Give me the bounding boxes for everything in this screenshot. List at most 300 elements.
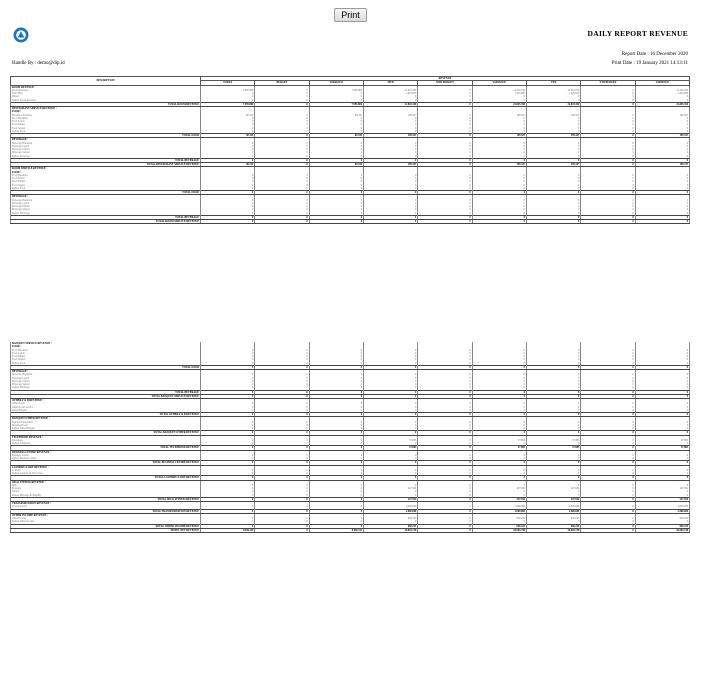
value-cell: 0 xyxy=(581,99,635,103)
value-cell: 0 xyxy=(309,142,363,145)
value-cell: 2.000.000 xyxy=(363,509,417,513)
value-cell: 0 xyxy=(635,413,689,417)
value-cell: 0 xyxy=(526,145,580,148)
row-description: Breakfast Inclusive xyxy=(11,114,201,117)
value-cell: 0 xyxy=(581,184,635,187)
value-cell: 0 xyxy=(472,362,526,366)
value-cell: 0 xyxy=(581,472,635,476)
value-cell: 0 xyxy=(309,352,363,355)
value-cell: 0 xyxy=(581,130,635,134)
value-cell: 0 xyxy=(418,439,472,442)
value-cell: 199.347 xyxy=(526,134,580,138)
row-description: Telephone xyxy=(11,439,201,442)
value-cell: 2.000.000 xyxy=(635,509,689,513)
value-cell: 0 xyxy=(309,380,363,383)
value-cell: 199.347 xyxy=(472,163,526,167)
value-cell: 0 xyxy=(581,215,635,219)
value-cell: 0 xyxy=(255,114,309,117)
value-cell: 0 xyxy=(201,365,255,369)
value-cell: 0 xyxy=(581,394,635,398)
value-cell: 0 xyxy=(472,352,526,355)
value-cell: 0 xyxy=(472,431,526,435)
value-cell: 0 xyxy=(363,373,417,376)
value-cell: 0 xyxy=(418,520,472,524)
row-description: Beverage Dinner xyxy=(11,380,201,383)
row-description: TOTAL OTHER INCOME REVENUE xyxy=(11,524,201,528)
value-cell: 0 xyxy=(635,484,689,487)
revenue-table-page-1 xyxy=(10,76,690,224)
row-description: BANQUET SERVICE REVENUE : xyxy=(11,342,201,345)
value-cell: 0 xyxy=(635,427,689,431)
value-cell: 0 xyxy=(526,358,580,361)
value-cell: 0 xyxy=(363,212,417,216)
row-description: TOTAL OTHER F & B REVENUE xyxy=(11,413,201,417)
row-description: BANQUET OTHER REVENUE : xyxy=(11,417,201,421)
value-cell: 650.225 xyxy=(526,517,580,520)
value-cell: 0 xyxy=(363,427,417,431)
value-cell: 0 xyxy=(581,177,635,180)
value-cell: 0 xyxy=(526,208,580,211)
value-cell: 37.883 xyxy=(635,439,689,442)
value-cell: 0 xyxy=(255,145,309,148)
value-cell: 0 xyxy=(581,421,635,424)
value-cell: 0 xyxy=(418,362,472,366)
value-cell: 0 xyxy=(526,151,580,154)
value-cell: 0 xyxy=(309,446,363,450)
value-cell: 22.845.350 xyxy=(526,102,580,106)
value-cell: 0 xyxy=(635,454,689,457)
value-cell: 0 xyxy=(309,177,363,180)
value-cell: 0 xyxy=(581,373,635,376)
value-cell: 0 xyxy=(581,497,635,501)
value-cell: 0 xyxy=(309,402,363,405)
value-cell: 0 xyxy=(255,424,309,427)
value-cell: 0 xyxy=(581,355,635,358)
value-cell: 0 xyxy=(201,472,255,476)
value-cell: 0 xyxy=(418,120,472,123)
row-description: TOTAL FOOD xyxy=(11,134,201,138)
row-description: TRANSPORTATION REVENUE : xyxy=(11,502,201,506)
value-cell: 0 xyxy=(363,174,417,177)
value-cell: 0 xyxy=(635,205,689,208)
value-cell: 0 xyxy=(201,352,255,355)
value-cell: 0 xyxy=(418,114,472,117)
value-cell: 0 xyxy=(309,187,363,191)
row-description: Other Room xyxy=(11,402,201,405)
value-cell: 0 xyxy=(526,215,580,219)
value-cell: 0 xyxy=(255,476,309,480)
value-cell: 1.425.650 xyxy=(526,92,580,95)
value-cell: 0 xyxy=(255,431,309,435)
value-cell: 0 xyxy=(635,390,689,394)
value-cell: 0 xyxy=(472,421,526,424)
value-cell: 0 xyxy=(418,155,472,159)
value-cell: 0 xyxy=(635,127,689,130)
value-cell: 0 xyxy=(363,151,417,154)
value-cell: 0 xyxy=(201,431,255,435)
value-cell: 0 xyxy=(418,352,472,355)
value-cell: 60.310 xyxy=(309,163,363,167)
value-cell: 0 xyxy=(363,208,417,211)
value-cell: 0 xyxy=(201,148,255,151)
value-cell: 0 xyxy=(255,120,309,123)
value-cell: 0 xyxy=(309,383,363,386)
row-description: TOTAL BEVERAGE xyxy=(11,158,201,162)
value-cell: 0 xyxy=(635,365,689,369)
value-cell: 0 xyxy=(472,349,526,352)
row-description: Extra Bed xyxy=(11,92,201,95)
value-cell: 0 xyxy=(309,130,363,134)
value-cell: 21.419.700 xyxy=(363,89,417,92)
value-cell: 0 xyxy=(418,454,472,457)
row-description: Banquet Equipment xyxy=(11,421,201,424)
row-description: Food Breakfast xyxy=(11,117,201,120)
value-cell: 0 xyxy=(201,454,255,457)
value-cell: 0 xyxy=(526,380,580,383)
row-description: Food Dinner xyxy=(11,123,201,126)
row-description: TOTAL FOOD xyxy=(11,365,201,369)
value-cell: 0 xyxy=(363,220,417,224)
row-description: Food Lunch xyxy=(11,177,201,180)
value-cell: 0 xyxy=(526,120,580,123)
value-cell: 0 xyxy=(363,469,417,472)
value-cell: 0 xyxy=(581,352,635,355)
value-cell: 0 xyxy=(581,365,635,369)
value-cell: 0 xyxy=(418,151,472,154)
value-cell: 0 xyxy=(363,386,417,390)
value-cell: 0 xyxy=(201,421,255,424)
value-cell: 0 xyxy=(255,365,309,369)
value-cell: 0 xyxy=(526,191,580,195)
row-description: Food Dinner xyxy=(11,355,201,358)
value-cell: 0 xyxy=(635,177,689,180)
value-cell: 0 xyxy=(418,158,472,162)
value-cell: 0 xyxy=(581,117,635,120)
value-cell: 37.883 xyxy=(526,439,580,442)
value-cell: 0 xyxy=(309,472,363,476)
value-cell: 0 xyxy=(635,406,689,409)
value-cell: 0 xyxy=(526,472,580,476)
value-cell: 0 xyxy=(363,362,417,366)
value-cell: 0 xyxy=(255,220,309,224)
value-cell: 26.003.738 xyxy=(635,528,689,532)
value-cell: 0 xyxy=(526,199,580,202)
value-cell: 0 xyxy=(201,92,255,95)
value-cell: 0 xyxy=(309,427,363,431)
value-cell: 0 xyxy=(526,394,580,398)
value-cell: 0 xyxy=(635,145,689,148)
value-cell: 0 xyxy=(635,373,689,376)
value-cell: 0 xyxy=(526,220,580,224)
row-description: LAUNDRY & DRY REVENUE : xyxy=(11,465,201,469)
value-cell: 0 xyxy=(526,383,580,386)
value-cell: 8.056.110 xyxy=(201,528,255,532)
value-cell: 0 xyxy=(635,120,689,123)
value-cell: 0 xyxy=(581,380,635,383)
row-description: TOTAL BEVERAGE xyxy=(11,390,201,394)
value-cell: 0 xyxy=(309,461,363,465)
row-description: BEVERAGE : xyxy=(11,195,201,199)
value-cell: 0 xyxy=(363,155,417,159)
value-cell: 0 xyxy=(309,497,363,501)
revenue-table-page-2 xyxy=(10,342,690,533)
value-cell: 0 xyxy=(201,215,255,219)
value-cell: 0 xyxy=(581,528,635,532)
value-cell: 0 xyxy=(635,469,689,472)
value-cell: 0 xyxy=(309,92,363,95)
value-cell: 0 xyxy=(309,127,363,130)
value-cell: 0 xyxy=(472,383,526,386)
report-date: Report Date : 16 December 2020 xyxy=(621,52,688,57)
value-cell: 0 xyxy=(581,402,635,405)
value-cell: 0 xyxy=(255,142,309,145)
value-cell: 0 xyxy=(526,484,580,487)
value-cell: 0 xyxy=(526,373,580,376)
value-cell: 0 xyxy=(201,386,255,390)
row-description: Food Supper xyxy=(11,127,201,130)
value-cell: 199.347 xyxy=(363,163,417,167)
value-cell: 0 xyxy=(472,220,526,224)
value-cell: 247.934 xyxy=(363,487,417,490)
value-cell: 2.000.000 xyxy=(472,505,526,509)
value-cell: 0 xyxy=(255,362,309,366)
value-cell: 0 xyxy=(472,469,526,472)
value-cell: 0 xyxy=(635,461,689,465)
value-cell: 0 xyxy=(363,494,417,498)
value-cell: 0 xyxy=(201,409,255,413)
value-cell: 22.845.350 xyxy=(363,102,417,106)
value-cell: 0 xyxy=(472,490,526,493)
value-cell: 0 xyxy=(635,99,689,103)
value-cell: 0 xyxy=(472,380,526,383)
value-cell: 0 xyxy=(635,187,689,191)
value-cell: 0 xyxy=(363,355,417,358)
row-description: Rebate Room Revenue xyxy=(11,99,201,103)
value-cell: 0 xyxy=(363,127,417,130)
value-cell: 0 xyxy=(363,148,417,151)
value-cell: 0 xyxy=(309,406,363,409)
value-cell: 0 xyxy=(418,373,472,376)
value-cell: 0 xyxy=(255,180,309,183)
value-cell: 0 xyxy=(418,208,472,211)
value-cell: 0 xyxy=(581,476,635,480)
value-cell: 0 xyxy=(255,383,309,386)
value-cell: 0 xyxy=(309,120,363,123)
value-cell: 0 xyxy=(255,442,309,446)
value-cell: 0 xyxy=(581,490,635,493)
value-cell: 0 xyxy=(309,199,363,202)
row-description: HOTEL NET REVENUE xyxy=(11,528,201,532)
value-cell: 0 xyxy=(581,446,635,450)
value-cell: 0 xyxy=(201,95,255,98)
value-cell: 0 xyxy=(363,205,417,208)
value-cell: 0 xyxy=(526,362,580,366)
value-cell: 0 xyxy=(309,509,363,513)
value-cell: 0 xyxy=(309,520,363,524)
value-cell: 0 xyxy=(526,202,580,205)
value-cell: 0 xyxy=(201,151,255,154)
value-cell: 0 xyxy=(526,406,580,409)
value-cell: 0 xyxy=(201,212,255,216)
value-cell: 0 xyxy=(526,442,580,446)
value-cell: 0 xyxy=(472,215,526,219)
value-cell: 0 xyxy=(201,390,255,394)
value-cell: 0 xyxy=(201,199,255,202)
value-cell: 0 xyxy=(363,472,417,476)
value-cell: 0 xyxy=(363,215,417,219)
value-cell: 0 xyxy=(635,117,689,120)
row-description: OTHER F & B REVENUE : xyxy=(11,399,201,403)
value-cell: 0 xyxy=(418,457,472,461)
value-cell: 0 xyxy=(255,117,309,120)
row-description: BEVERAGE : xyxy=(11,138,201,142)
value-cell: 21.419.700 xyxy=(472,89,526,92)
value-cell: 0 xyxy=(201,524,255,528)
value-cell: 0 xyxy=(418,148,472,151)
value-cell: 0 xyxy=(309,362,363,366)
value-cell: 0 xyxy=(581,406,635,409)
value-cell: 0 xyxy=(363,476,417,480)
value-cell: 0 xyxy=(201,208,255,211)
value-cell: 0 xyxy=(581,494,635,498)
value-cell: 0 xyxy=(255,386,309,390)
row-description: Other Income xyxy=(11,517,201,520)
value-cell: 0 xyxy=(472,394,526,398)
row-description: Food Breakfast xyxy=(11,174,201,177)
value-cell: 0 xyxy=(635,212,689,216)
value-cell: 0 xyxy=(201,155,255,159)
value-cell: 0 xyxy=(526,469,580,472)
value-cell: 0 xyxy=(309,151,363,154)
value-cell: 0 xyxy=(309,469,363,472)
value-cell: 0 xyxy=(635,380,689,383)
value-cell: 0 xyxy=(635,155,689,159)
value-cell: 0 xyxy=(255,454,309,457)
value-cell: 0 xyxy=(581,114,635,117)
value-cell: 0 xyxy=(309,99,363,103)
value-cell: 0 xyxy=(363,120,417,123)
row-description: Rebate Business Centre xyxy=(11,457,201,461)
value-cell: 0 xyxy=(309,155,363,159)
value-cell: 0 xyxy=(581,442,635,446)
value-cell: 0 xyxy=(472,151,526,154)
value-cell: 0 xyxy=(255,134,309,138)
value-cell: 0 xyxy=(581,457,635,461)
value-cell: 0 xyxy=(581,127,635,130)
value-cell: 0 xyxy=(635,358,689,361)
value-cell: 0 xyxy=(581,123,635,126)
value-cell: 1.425.650 xyxy=(472,92,526,95)
print-button[interactable]: Print xyxy=(334,8,367,22)
value-cell: 0 xyxy=(472,174,526,177)
row-description: Massage xyxy=(11,487,201,490)
value-cell: 0 xyxy=(526,127,580,130)
row-description: FOOD : xyxy=(11,110,201,113)
value-cell: 0 xyxy=(363,413,417,417)
row-description: TOTAL FOOD xyxy=(11,191,201,195)
value-cell: 0 xyxy=(418,199,472,202)
value-cell: 0 xyxy=(201,123,255,126)
value-cell: 0 xyxy=(581,431,635,435)
value-cell: 0 xyxy=(201,442,255,446)
value-cell: 0 xyxy=(255,151,309,154)
value-cell: 0 xyxy=(418,212,472,216)
value-cell: 0 xyxy=(363,352,417,355)
value-cell: 0 xyxy=(472,377,526,380)
value-cell: 0 xyxy=(201,439,255,442)
value-cell: 247.934 xyxy=(526,487,580,490)
column-header: TODAY xyxy=(201,81,255,85)
value-cell: 0 xyxy=(635,386,689,390)
value-cell: 0 xyxy=(581,439,635,442)
row-description: Rebate Food xyxy=(11,187,201,191)
row-description: ROOM REVENUE : xyxy=(11,85,201,89)
value-cell: 0 xyxy=(309,373,363,376)
value-cell: 0 xyxy=(255,99,309,103)
table-body xyxy=(11,85,690,224)
value-cell: 0 xyxy=(526,187,580,191)
row-description: Food Breakfast xyxy=(11,349,201,352)
value-cell: 0 xyxy=(309,409,363,413)
value-cell: 0 xyxy=(472,390,526,394)
value-cell: 0 xyxy=(363,484,417,487)
row-description: Rebate Beverage xyxy=(11,212,201,216)
value-cell: 0 xyxy=(255,373,309,376)
row-description: SPA & FITNESS REVENUE : xyxy=(11,480,201,484)
value-cell: 0 xyxy=(472,191,526,195)
row-description: Transportation xyxy=(11,505,201,509)
value-cell: 0 xyxy=(418,390,472,394)
value-cell: 0 xyxy=(363,365,417,369)
value-cell: 0 xyxy=(201,494,255,498)
value-cell: 0 xyxy=(363,95,417,98)
value-cell: 0 xyxy=(472,148,526,151)
value-cell: 0 xyxy=(581,205,635,208)
value-cell: 0 xyxy=(635,220,689,224)
value-cell: 0 xyxy=(255,215,309,219)
value-cell: 0 xyxy=(526,454,580,457)
value-cell: 0 xyxy=(635,123,689,126)
value-cell: 0 xyxy=(309,386,363,390)
value-cell: 0 xyxy=(635,402,689,405)
value-cell: 0 xyxy=(201,427,255,431)
row-description: TOTAL BANQUET OTHER REVENUE xyxy=(11,431,201,435)
value-cell: 0 xyxy=(255,497,309,501)
value-cell: 0 xyxy=(201,469,255,472)
value-cell: 0 xyxy=(309,212,363,216)
value-cell: 0 xyxy=(201,145,255,148)
value-cell: 0 xyxy=(418,99,472,103)
value-cell: 0 xyxy=(363,145,417,148)
row-description: TELEPHONE REVENUE : xyxy=(11,435,201,439)
row-description: TOTAL BUSINESS CENTRE REVENUE xyxy=(11,461,201,465)
value-cell: 0 xyxy=(526,386,580,390)
value-cell: 0 xyxy=(363,457,417,461)
value-cell: 0 xyxy=(526,205,580,208)
value-cell: 0 xyxy=(472,520,526,524)
row-description: Business Centre xyxy=(11,454,201,457)
value-cell: 247.934 xyxy=(472,487,526,490)
row-description: Other Banquet xyxy=(11,409,201,413)
value-cell: 0 xyxy=(418,205,472,208)
value-cell: 37.883 xyxy=(472,439,526,442)
value-cell: 0 xyxy=(201,402,255,405)
value-cell: 0 xyxy=(581,191,635,195)
row-description: Others xyxy=(11,490,201,493)
row-description: Rebate Beverage xyxy=(11,386,201,390)
value-cell: 0 xyxy=(472,120,526,123)
value-cell: 0 xyxy=(472,402,526,405)
